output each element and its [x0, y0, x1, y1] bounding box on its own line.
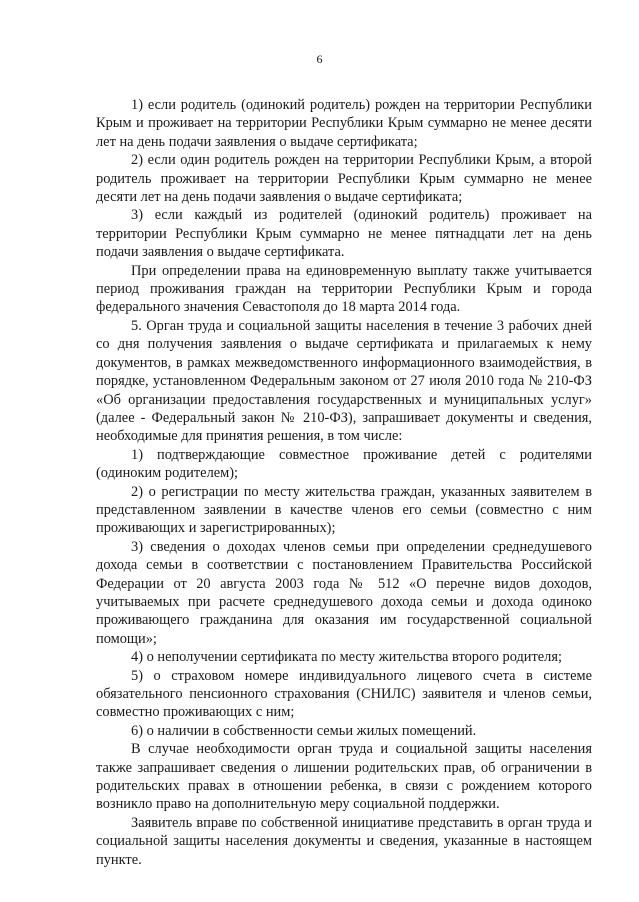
paragraph-subitem-3: 3) сведения о доходах членов семьи при определении среднедушевого дохода семьи в соответствии с постановлением Правительства Российской Федерации от 20 августа 2003 года № 512 «О перечне видов доходов, учитываемых при расчете среднедушевого дохода семьи и дохода одиноко проживающего гражданина для оказания им государственной социальной помощи»; — [96, 538, 592, 647]
paragraph-item-3: 3) если каждый из родителей (одинокий родитель) проживает на территории Республики Крым суммарно не менее пятнадцати лет на день подачи заявления о выдаче сертификата. — [96, 207, 592, 261]
paragraph-item-2: 2) если один родитель рожден на территории Республики Крым, а второй родитель проживает на территории Республики Крым суммарно не менее десяти лет на день подачи заявления о выдаче сертификата; — [96, 152, 592, 206]
paragraph-clause-5: 5. Орган труда и социальной защиты населения в течение 3 рабочих дней со дня получения заявления о выдаче сертификата и прилагаемых к нему документов, в рамках межведомственного информационного взаимодействия, в порядке, установленном Федеральным законом от 27 июля 2010 года № 210-ФЗ «Об организации предоставления государственных и муниципальных услуг» (далее - Федеральный закон № 210-ФЗ), запрашивает документы и сведения, необходимые для принятия решения, в том числе: — [96, 317, 592, 445]
paragraph-subitem-6: 6) о наличии в собственности семьи жилых помещений. — [131, 722, 477, 739]
paragraph-subitem-1: 1) подтверждающие совместное проживание детей с родителями (одиноким родителем); — [96, 446, 592, 482]
paragraph-item-1: 1) если родитель (одинокий родитель) рожден на территории Республики Крым и проживает на территории Республики Крым суммарно не менее десяти лет на день подачи заявления о выдаче сертификата; — [96, 97, 592, 150]
page-number: 6 — [316, 52, 323, 66]
paragraph-subitem-5: 5) о страховом номере индивидуального лицевого счета в системе обязательного пенсионного страхования (СНИЛС) заявителя и членов семьи, совместно проживающих с ним; — [96, 667, 592, 721]
paragraph-period-residence: При определении права на единовременную выплату также учитывается период проживания граждан на территории Республики Крым и города федерального значения Севастополя до 18 марта 2014 года. — [96, 262, 592, 316]
paragraph-subitem-4: 4) о неполучении сертификата по месту жительства второго родителя; — [131, 649, 562, 666]
paragraph-subitem-2: 2) о регистрации по месту жительства граждан, указанных заявителем в представленном заявлении в качестве членов его семьи (совместно с ним проживающих и зарегистрированных); — [96, 483, 592, 537]
document-body — [96, 96, 592, 869]
paragraph-applicant-initiative: Заявитель вправе по собственной инициативе представить в орган труда и социальной защиты населения документы и сведения, указанные в настоящем пункте. — [96, 814, 592, 868]
paragraph-additional-request: В случае необходимости орган труда и социальной защиты населения также запрашивает сведения о лишении родительских прав, об ограничении в родительских правах в отношении ребенка, в связи с рождением которого возникло право на дополнительную меру социальной поддержки. — [96, 741, 592, 813]
